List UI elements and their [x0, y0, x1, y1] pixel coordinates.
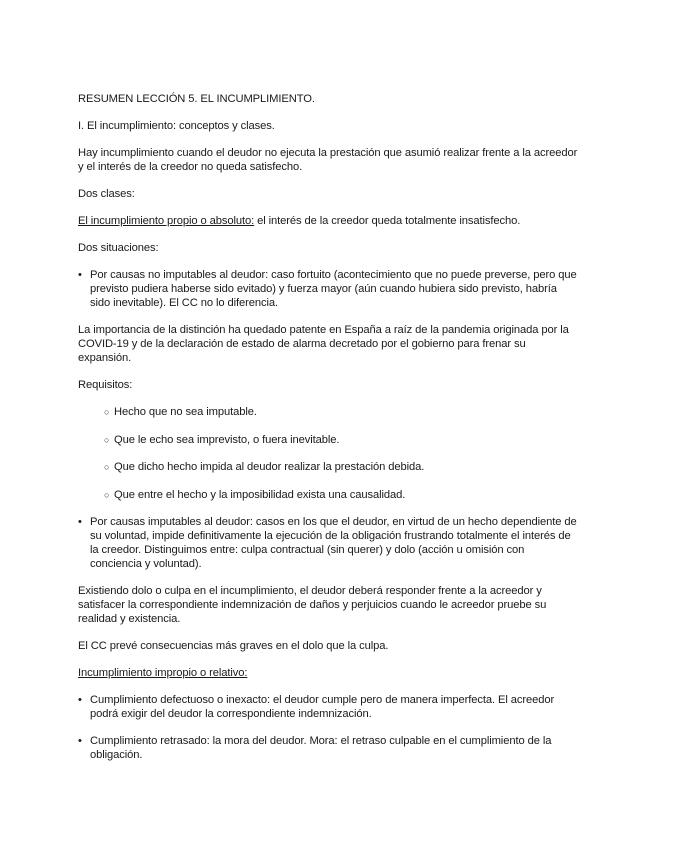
propio-text: el interés de la creedor queda totalmente insatisfecho. [254, 215, 521, 227]
circle-bullet-icon: ○ [104, 407, 110, 417]
circle-bullet-icon: ○ [104, 434, 110, 445]
propio-label: El incumplimiento propio o absoluto: [78, 215, 255, 227]
document-title: RESUMEN LECCIÓN 5. EL INCUMPLIMIENTO. [78, 93, 315, 105]
requisito-text: Que le echo sea imprevisto, o fuera inevitable. [114, 433, 340, 446]
bullet-text: Por causas imputables al deudor: casos en los que el deudor, en virtud de un hecho dependiente de su voluntad, impide definitivamente la ejecución de la obligación frustrando totalmente el interés de la creedor. Distinguimos entre: culpa contractual (sin querer) y dolo (acción u omisión con conciencia y voluntad). [90, 516, 577, 570]
bullet-text: Cumplimiento defectuoso o inexacto: el deudor cumple pero de manera imperfecta. El acreedor podrá exigir del deudor la correspondiente indemnización. [90, 694, 555, 720]
circle-bullet-icon: ○ [104, 462, 110, 472]
bullet-no-imputables [78, 268, 578, 310]
intro-paragraph: Hay incumplimiento cuando el deudor no ejecuta la prestación que asumió realizar frente a la acreedor y el interés de la creedor no queda satisfecho. [78, 147, 578, 173]
requisito-item [78, 405, 578, 419]
bullet-impropio [78, 734, 578, 762]
bullet-icon: • [78, 269, 82, 281]
bullet-impropio [78, 693, 578, 721]
bullet-text: Por causas no imputables al deudor: caso fortuito (acontecimiento que no puede preverse, pero que previsto pudiera haberse sido evitado) y fuerza mayor (aún cuando hubiera sido previsto, habría sido inevitable). El CC no lo diferencia. [90, 269, 577, 309]
bullet-text: Cumplimiento retrasado: la mora del deudor. Mora: el retraso culpable en el cumplimiento de la obligación. [90, 735, 552, 761]
requisito-item [78, 433, 578, 447]
requisito-text: Que entre el hecho y la imposibilidad exista una causalidad. [114, 488, 406, 501]
cc-preve-paragraph: El CC prevé consecuencias más graves en el dolo que la culpa. [78, 640, 389, 652]
impropio-label: Incumplimiento impropio o relativo: [78, 667, 248, 679]
requisito-text: Que dicho hecho impida al deudor realizar la prestación debida. [114, 461, 425, 473]
requisito-item [78, 460, 578, 474]
importancia-paragraph: La importancia de la distinción ha quedado patente en España a raíz de la pandemia originada por la COVID-19 y de la declaración de estado de alarma decretado por el gobierno para frenar su expansión. [78, 324, 569, 364]
bullet-icon: • [78, 516, 82, 528]
document-body [78, 92, 578, 775]
bullet-icon: • [78, 735, 82, 747]
requisito-text: Hecho que no sea imputable. [114, 406, 257, 418]
dolo-culpa-paragraph: Existiendo dolo o culpa en el incumplimiento, el deudor deberá responder frente a la acreedor y satisfacer la correspondiente indemnización de daños y perjuicios cuando le acreedor pruebe su realidad y existencia. [78, 585, 547, 625]
dos-clases-label: Dos clases: [78, 188, 135, 200]
requisitos-label: Requisitos: [78, 379, 133, 391]
requisito-item [78, 488, 578, 502]
bullet-icon: • [78, 694, 82, 706]
dos-situaciones-label: Dos situaciones: [78, 242, 159, 254]
section-heading: I. El incumplimiento: conceptos y clases. [78, 120, 275, 132]
circle-bullet-icon: ○ [104, 489, 110, 500]
bullet-imputables [78, 515, 578, 571]
propio-paragraph [78, 214, 578, 228]
